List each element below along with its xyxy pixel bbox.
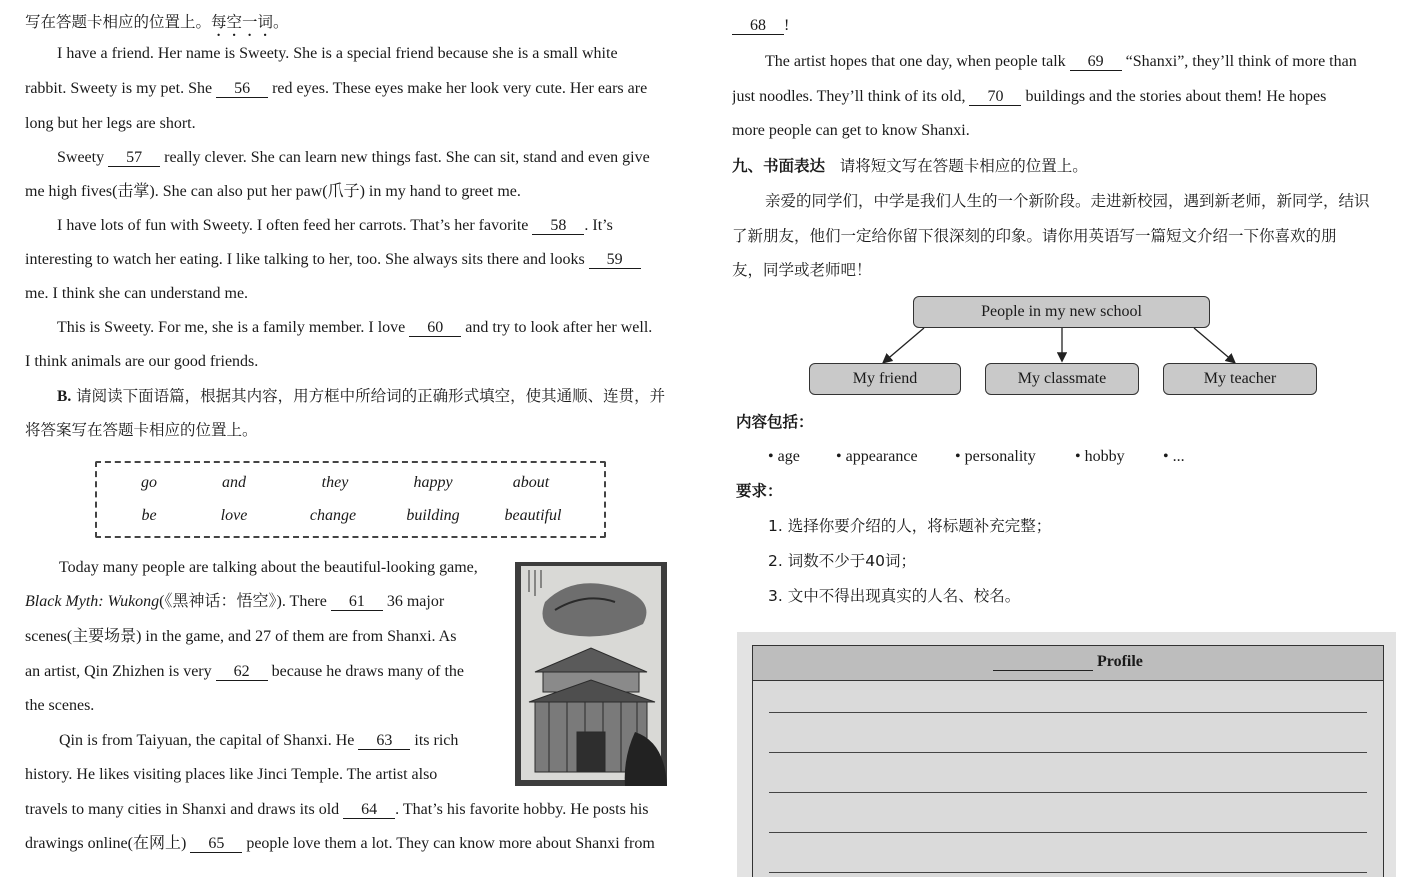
passage-a-line: me. I think she can understand me. — [25, 285, 249, 302]
passage-a-line: me high fives(击掌). She can also put her paw(爪子) in my hand to greet me. — [25, 183, 521, 200]
arrow-to-teacher — [1194, 328, 1234, 362]
section-b-heading-line2: 将答案写在答题卡相应的位置上。 — [25, 421, 258, 439]
passage-a-line: I think animals are our good friends. — [25, 353, 259, 370]
passage-b-line: just noodles. They’ll think of its old, 70 buildings and the stories about them! He hopes — [732, 88, 1327, 105]
blank-57[interactable]: 57 — [108, 149, 160, 167]
profile-title: Profile — [993, 653, 1143, 671]
left-column — [25, 0, 677, 877]
requirement-item: 2. 词数不少于40词； — [768, 552, 916, 570]
writing-line[interactable] — [769, 792, 1367, 793]
writing-line[interactable] — [769, 752, 1367, 753]
word-option: and — [222, 474, 246, 491]
blank-61[interactable]: 61 — [331, 593, 383, 611]
passage-a-line: rabbit. Sweety is my pet. She 56 red eyes. These eyes make her look very cute. Her ears are — [25, 80, 648, 97]
passage-b-line: history. He likes visiting places like Jinci Temple. The artist also — [25, 766, 438, 783]
content-item: • age — [768, 448, 800, 465]
instruction-tail: 写在答题卡相应的位置上。每空一词。 — [25, 13, 289, 31]
blank-59[interactable]: 59 — [589, 251, 641, 269]
passage-a-line: interesting to watch her eating. I like talking to her, too. She always sits there and looks 59 — [25, 250, 641, 270]
section-9-heading: 九、书面表达 请将短文写在答题卡相应的位置上。 — [732, 157, 1088, 175]
blank-60[interactable]: 60 — [409, 319, 461, 337]
diagram-node-classmate: My classmate — [985, 363, 1139, 395]
requirements-label: 要求： — [736, 482, 783, 500]
writing-prompt-line: 亲爱的同学们，中学是我们人生的一个新阶段。走进新校园，遇到新老师，新同学，结识 — [765, 192, 1370, 210]
section-b-heading: B. 请阅读下面语篇，根据其内容，用方框中所给词的正确形式填空，使其通顺、连贯，并 — [57, 387, 666, 405]
content-label: 内容包括： — [736, 413, 814, 431]
blank-63[interactable]: 63 — [358, 732, 410, 750]
title-blank[interactable] — [993, 656, 1093, 671]
blank-65[interactable]: 65 — [190, 835, 242, 853]
passage-b-line: scenes(主要场景) in the game, and 27 of them are from Shanxi. As — [25, 628, 457, 645]
passage-b-line: more people can get to know Shanxi. — [732, 122, 970, 139]
diagram-arrows — [732, 0, 1396, 420]
passage-a-line: I have lots of fun with Sweety. I often feed her carrots. That’s her favorite 58 . It’s — [57, 217, 613, 234]
word-option: change — [309, 507, 357, 524]
passage-b-line: drawings online(在网上) 65 people love them a lot. They can know more about Shanxi from — [25, 835, 655, 852]
requirement-item: 1. 选择你要介绍的人，将标题补充完整； — [768, 517, 1052, 535]
blank-70[interactable]: 70 — [969, 88, 1021, 106]
passage-b-line: Qin is from Taiyuan, the capital of Shanxi. He 63 its rich — [59, 732, 459, 749]
passage-b-line: The artist hopes that one day, when people talk 69 “Shanxi”, they’ll think of more than — [765, 53, 1357, 70]
word-option: beautiful — [504, 507, 562, 524]
diagram-node-friend: My friend — [809, 363, 961, 395]
passage-b-continued: 68 ! — [732, 16, 789, 36]
passage-b-line: Black Myth: Wukong(《黑神话：悟空》). There 61 36 major — [25, 593, 445, 610]
writing-prompt-line: 友，同学或老师吧！ — [732, 261, 872, 279]
content-item: • personality — [955, 448, 1036, 465]
word-option: love — [220, 507, 248, 524]
profile-writing-area — [737, 632, 1396, 877]
artwork-photo — [515, 562, 667, 786]
passage-a-line: Sweety 57 really clever. She can learn new things fast. She can sit, stand and even give — [57, 149, 650, 166]
passage-b-line: travels to many cities in Shanxi and draws its old 64 . That’s his favorite hobby. He posts his — [25, 801, 649, 818]
requirement-item: 3. 文中不得出现真实的人名、校名。 — [768, 587, 1021, 605]
content-item: • hobby — [1075, 448, 1125, 465]
ink-drawing-illustration — [515, 562, 667, 786]
blank-69[interactable]: 69 — [1070, 53, 1122, 71]
word-option: happy — [413, 474, 453, 491]
passage-b-line: an artist, Qin Zhizhen is very 62 because he draws many of the — [25, 663, 464, 680]
right-column — [732, 0, 1396, 877]
writing-line[interactable] — [769, 712, 1367, 713]
content-item: • ... — [1163, 448, 1185, 465]
blank-68[interactable]: 68 — [732, 17, 784, 35]
writing-line[interactable] — [769, 832, 1367, 833]
diagram-node-teacher: My teacher — [1163, 363, 1317, 395]
blank-56[interactable]: 56 — [216, 80, 268, 98]
writing-prompt-line: 了新朋友，他们一定给你留下很深刻的印象。请你用英语写一篇短文介绍一下你喜欢的朋 — [732, 227, 1337, 245]
blank-58[interactable]: 58 — [532, 217, 584, 235]
word-option: be — [141, 507, 157, 524]
word-option: about — [512, 474, 550, 491]
passage-a-line: long but her legs are short. — [25, 115, 196, 132]
word-option: they — [321, 474, 349, 491]
writing-line[interactable] — [769, 872, 1367, 873]
arrow-to-friend — [884, 328, 924, 362]
profile-frame — [752, 645, 1384, 877]
blank-62[interactable]: 62 — [216, 663, 268, 681]
word-option: go — [141, 474, 157, 491]
passage-b-line: the scenes. — [25, 697, 95, 714]
word-option: building — [406, 507, 460, 524]
profile-header — [753, 646, 1383, 681]
diagram-root-node: People in my new school — [913, 296, 1210, 328]
passage-a-line: I have a friend. Her name is Sweety. She is a special friend because she is a small white — [57, 45, 618, 62]
word-box — [95, 461, 606, 538]
blank-64[interactable]: 64 — [343, 801, 395, 819]
content-item: • appearance — [836, 448, 918, 465]
passage-a-line: This is Sweety. For me, she is a family member. I love 60 and try to look after her well. — [57, 319, 653, 336]
passage-b-line: Today many people are talking about the beautiful-looking game, — [59, 559, 478, 576]
